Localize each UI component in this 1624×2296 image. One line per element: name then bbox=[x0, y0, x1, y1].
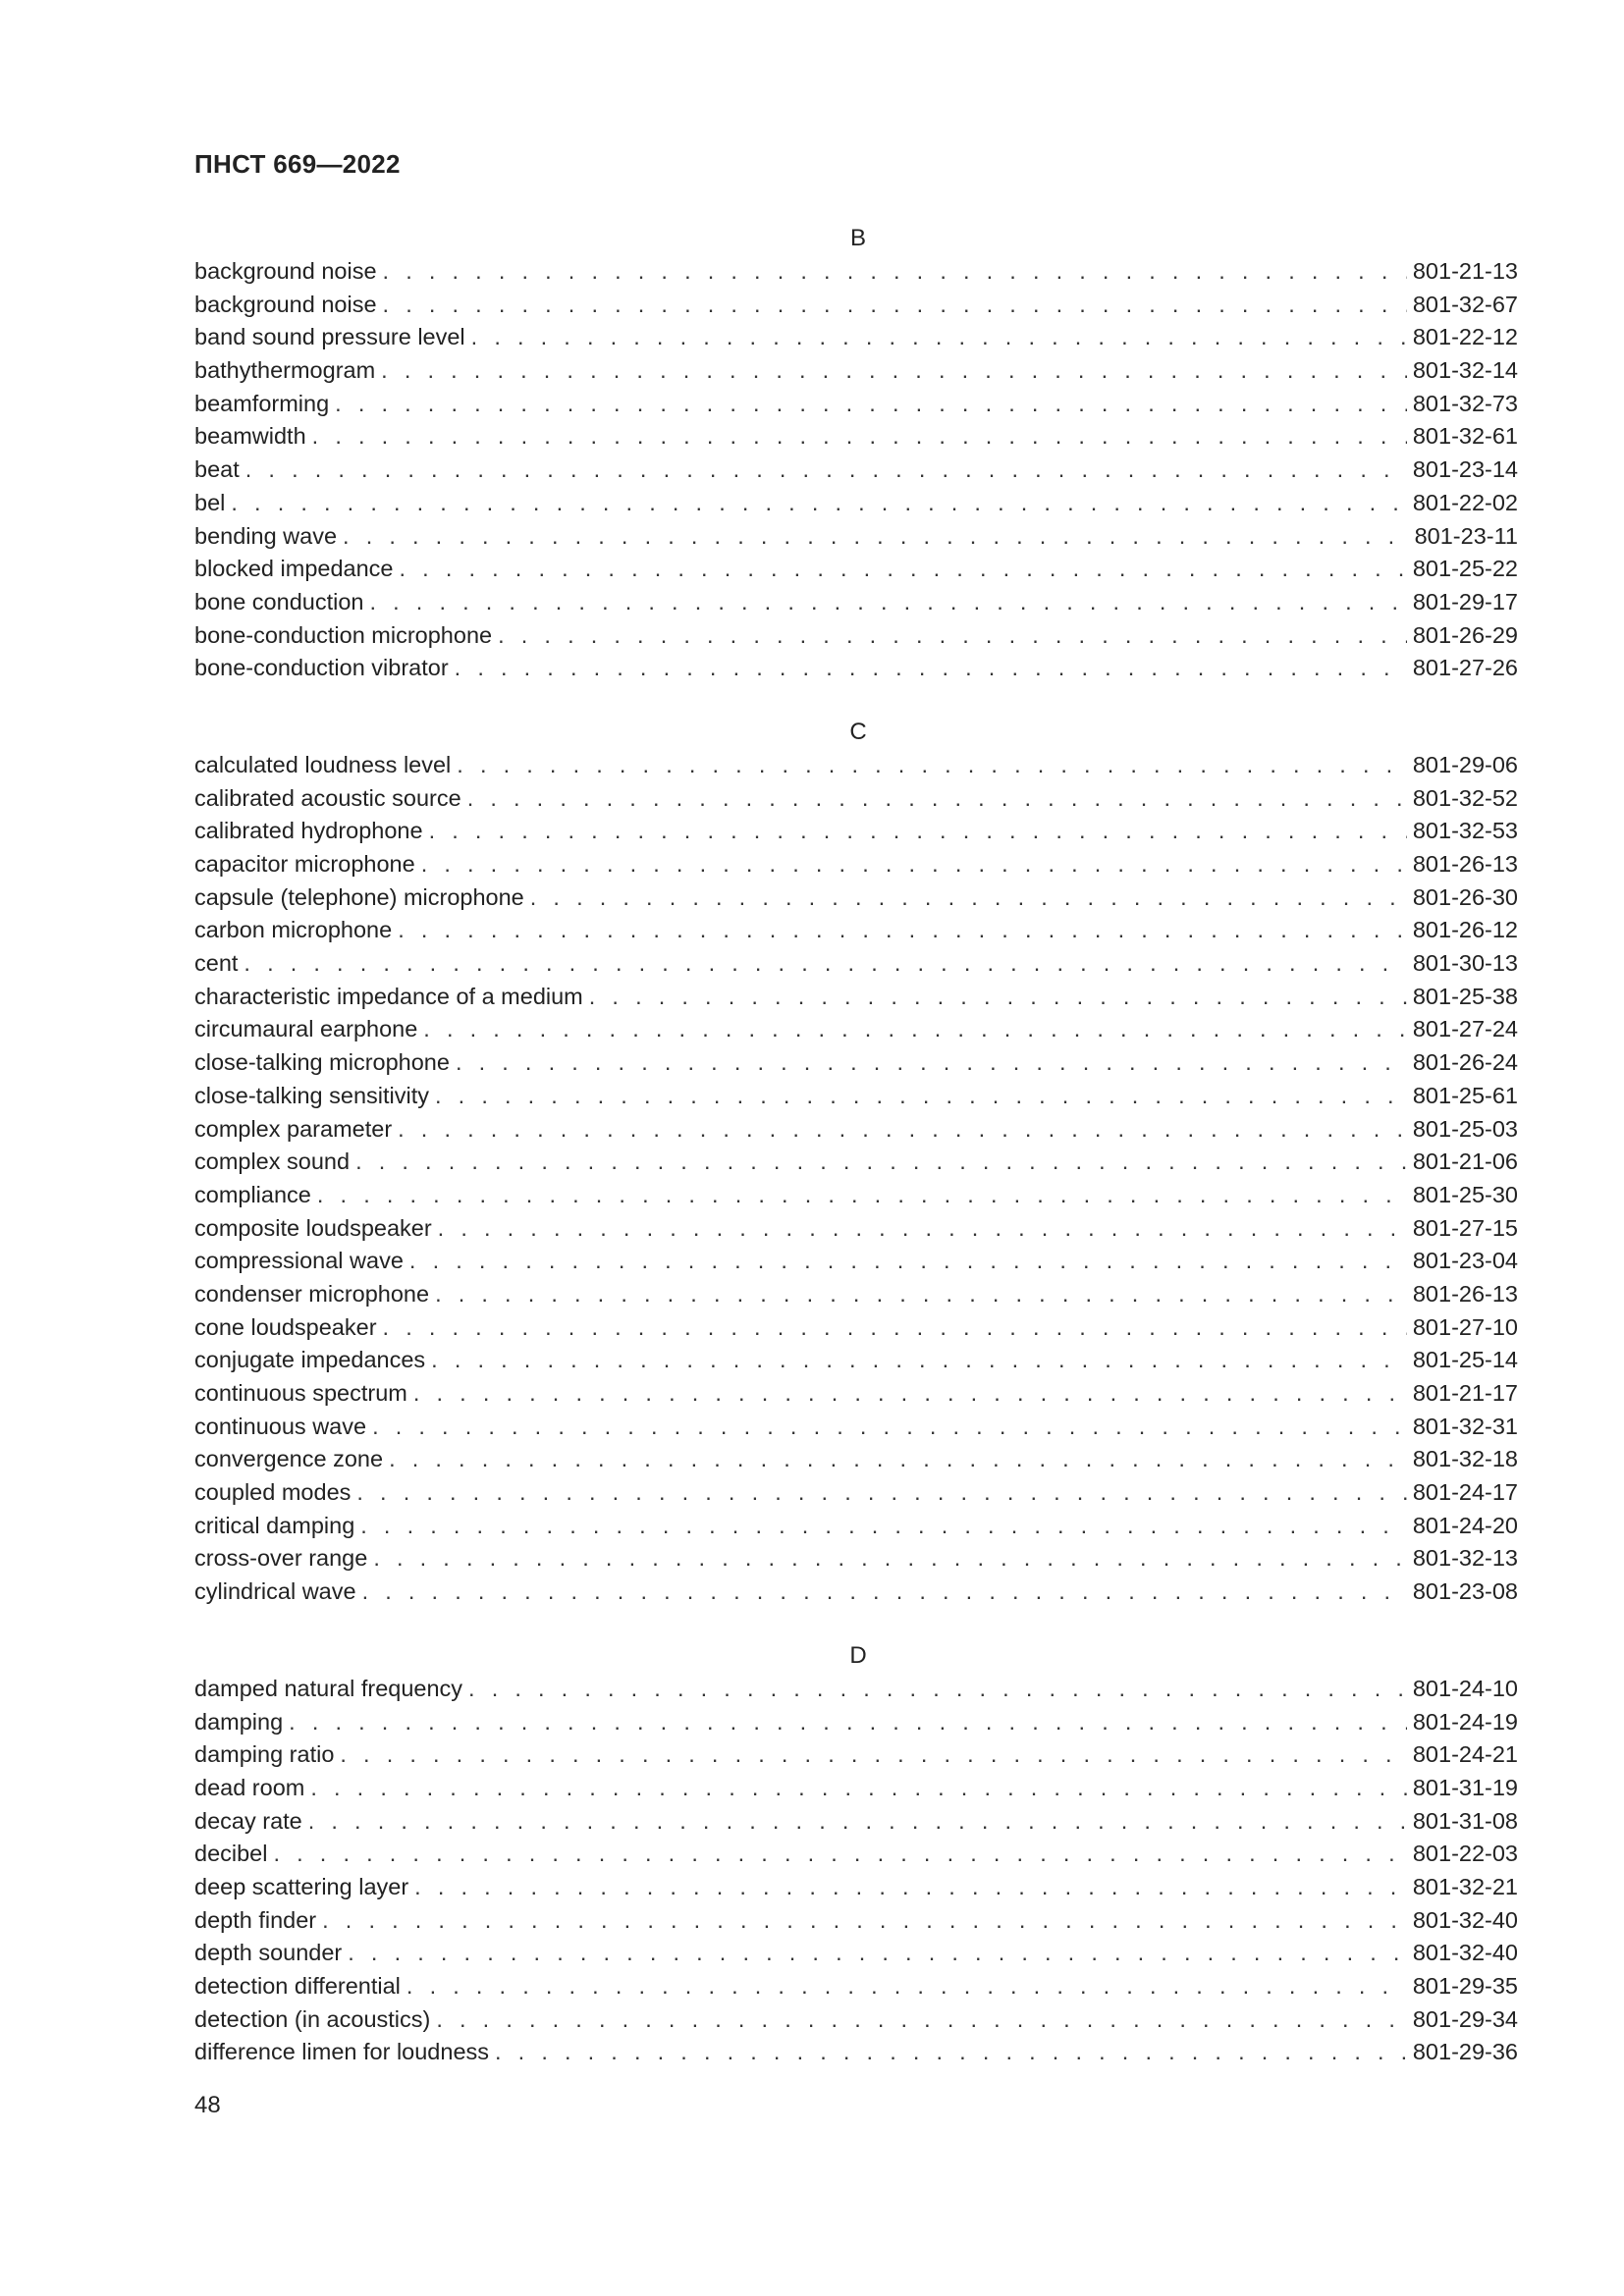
dot-leader bbox=[495, 2036, 1407, 2069]
entry-term: background noise bbox=[194, 258, 377, 284]
section-letter: D bbox=[849, 1641, 867, 1669]
index-entry bbox=[194, 947, 1518, 981]
entry-term: depth sounder bbox=[194, 1940, 343, 1966]
dot-leader bbox=[421, 848, 1407, 881]
dot-leader bbox=[438, 1212, 1407, 1246]
entry-term: circumaural earphone bbox=[194, 1016, 418, 1042]
index-entry bbox=[194, 914, 1518, 947]
entry-term: carbon microphone bbox=[194, 917, 393, 943]
dot-leader bbox=[356, 1476, 1406, 1510]
entry-term: complex sound bbox=[194, 1148, 351, 1175]
entry-code: 801-31-08 bbox=[1412, 1807, 1518, 1834]
entry-code: 801-32-18 bbox=[1412, 1446, 1518, 1472]
entry-code: 801-31-19 bbox=[1412, 1774, 1518, 1800]
index-entry bbox=[194, 1970, 1518, 2003]
dot-leader bbox=[312, 420, 1407, 454]
dot-leader bbox=[310, 1772, 1407, 1805]
index-entry bbox=[194, 1904, 1518, 1938]
entry-code: 801-25-03 bbox=[1412, 1115, 1518, 1142]
index-entry bbox=[194, 1673, 1518, 1706]
entry-code: 801-23-14 bbox=[1412, 456, 1518, 483]
dot-leader bbox=[273, 1838, 1406, 1871]
index-entry bbox=[194, 1805, 1518, 1839]
entry-term: depth finder bbox=[194, 1906, 317, 1933]
dot-leader bbox=[530, 881, 1407, 915]
index-entry bbox=[194, 2036, 1518, 2069]
entry-term: bone-conduction vibrator bbox=[194, 655, 449, 681]
entry-term: bone-conduction microphone bbox=[194, 621, 493, 648]
entry-term: continuous spectrum bbox=[194, 1380, 407, 1406]
entry-code: 801-27-15 bbox=[1412, 1214, 1518, 1241]
entry-term: capsule (telephone) microphone bbox=[194, 883, 524, 910]
page-number: 48 bbox=[194, 2092, 221, 2118]
index-entry bbox=[194, 848, 1518, 881]
entry-code: 801-29-17 bbox=[1412, 588, 1518, 614]
entry-code: 801-27-24 bbox=[1412, 1016, 1518, 1042]
entry-code: 801-21-06 bbox=[1412, 1148, 1518, 1175]
entry-code: 801-25-61 bbox=[1412, 1082, 1518, 1108]
index-entry bbox=[194, 981, 1518, 1014]
entry-code: 801-32-67 bbox=[1412, 291, 1518, 317]
index-entry bbox=[194, 881, 1518, 915]
index-entry bbox=[194, 1311, 1518, 1345]
dot-leader bbox=[589, 981, 1407, 1014]
entry-code: 801-29-35 bbox=[1412, 1973, 1518, 1999]
entry-code: 801-25-22 bbox=[1412, 556, 1518, 582]
index-entry bbox=[194, 619, 1518, 653]
entry-code: 801-27-26 bbox=[1412, 655, 1518, 681]
entry-term: cone loudspeaker bbox=[194, 1313, 377, 1340]
dot-leader bbox=[398, 1113, 1407, 1147]
index-entry bbox=[194, 321, 1518, 354]
entry-term: background noise bbox=[194, 291, 377, 317]
entry-term: conjugate impedances bbox=[194, 1347, 426, 1373]
entry-code: 801-21-17 bbox=[1412, 1380, 1518, 1406]
entry-code: 801-32-21 bbox=[1412, 1873, 1518, 1899]
index-entry bbox=[194, 1871, 1518, 1904]
dot-leader bbox=[245, 454, 1407, 487]
index-entry bbox=[194, 289, 1518, 322]
entry-term: detection differential bbox=[194, 1973, 401, 1999]
entry-term: deep scattering layer bbox=[194, 1873, 409, 1899]
entry-term: damped natural frequency bbox=[194, 1675, 463, 1701]
entry-term: coupled modes bbox=[194, 1479, 352, 1506]
index-entry bbox=[194, 815, 1518, 848]
dot-leader bbox=[413, 1377, 1407, 1411]
index-entry bbox=[194, 1212, 1518, 1246]
dot-leader bbox=[322, 1904, 1407, 1938]
entry-term: characteristic impedance of a medium bbox=[194, 983, 583, 1009]
entry-code: 801-24-10 bbox=[1412, 1675, 1518, 1701]
dot-leader bbox=[423, 1013, 1407, 1046]
entry-term: decay rate bbox=[194, 1807, 302, 1834]
entry-code: 801-32-14 bbox=[1412, 357, 1518, 384]
entry-term: decibel bbox=[194, 1841, 268, 1867]
index-entry bbox=[194, 454, 1518, 487]
index-entry bbox=[194, 749, 1518, 782]
index-entry bbox=[194, 1706, 1518, 1739]
dot-leader bbox=[414, 1871, 1407, 1904]
index-entry bbox=[194, 1411, 1518, 1444]
entry-term: damping ratio bbox=[194, 1741, 335, 1768]
entry-code: 801-25-14 bbox=[1412, 1347, 1518, 1373]
dot-leader bbox=[373, 1542, 1407, 1575]
dot-leader bbox=[409, 1245, 1407, 1278]
index-entry bbox=[194, 1937, 1518, 1970]
entry-code: 801-24-21 bbox=[1412, 1741, 1518, 1768]
section-letter: B bbox=[849, 225, 866, 251]
entry-code: 801-22-02 bbox=[1412, 489, 1518, 515]
index-entry bbox=[194, 782, 1518, 816]
entry-term: detection (in acoustics) bbox=[194, 2005, 431, 2032]
index-section-b bbox=[194, 222, 1518, 685]
dot-leader bbox=[383, 289, 1407, 322]
entry-code: 801-23-04 bbox=[1412, 1248, 1518, 1274]
entry-code: 801-26-13 bbox=[1412, 1280, 1518, 1307]
entry-term: compressional wave bbox=[194, 1248, 404, 1274]
entry-term: dead room bbox=[194, 1774, 305, 1800]
dot-leader bbox=[372, 1411, 1407, 1444]
index-entry bbox=[194, 1838, 1518, 1871]
entry-term: critical damping bbox=[194, 1512, 355, 1538]
entry-term: cent bbox=[194, 950, 239, 977]
entry-term: compliance bbox=[194, 1181, 311, 1207]
entry-term: complex parameter bbox=[194, 1115, 393, 1142]
entry-code: 801-26-13 bbox=[1412, 851, 1518, 877]
dot-leader bbox=[343, 520, 1409, 554]
entry-code: 801-32-13 bbox=[1412, 1545, 1518, 1572]
entry-term: blocked impedance bbox=[194, 556, 394, 582]
entry-term: beamforming bbox=[194, 390, 330, 416]
index-entry bbox=[194, 1245, 1518, 1278]
entry-code: 801-32-52 bbox=[1412, 784, 1518, 811]
index-entry bbox=[194, 586, 1518, 619]
entry-term: close-talking microphone bbox=[194, 1049, 450, 1076]
entry-term: continuous wave bbox=[194, 1413, 367, 1439]
entry-code: 801-23-08 bbox=[1412, 1578, 1518, 1605]
entry-code: 801-32-61 bbox=[1412, 423, 1518, 450]
entry-code: 801-26-30 bbox=[1412, 883, 1518, 910]
entry-term: cross-over range bbox=[194, 1545, 368, 1572]
dot-leader bbox=[468, 1673, 1407, 1706]
entry-code: 801-24-17 bbox=[1412, 1479, 1518, 1506]
index-entry bbox=[194, 1476, 1518, 1510]
entry-code: 801-24-19 bbox=[1412, 1708, 1518, 1735]
entry-code: 801-25-30 bbox=[1412, 1181, 1518, 1207]
entry-term: bone conduction bbox=[194, 588, 364, 614]
index-entry bbox=[194, 1013, 1518, 1046]
index-entry bbox=[194, 1443, 1518, 1476]
dot-leader bbox=[467, 782, 1407, 816]
entry-term: composite loudspeaker bbox=[194, 1214, 432, 1241]
dot-leader bbox=[435, 1278, 1407, 1311]
index-entry bbox=[194, 553, 1518, 586]
dot-leader bbox=[231, 487, 1406, 520]
entry-term: capacitor microphone bbox=[194, 851, 415, 877]
dot-leader bbox=[369, 586, 1406, 619]
dot-leader bbox=[457, 749, 1407, 782]
dot-leader bbox=[431, 1344, 1407, 1377]
index-entry bbox=[194, 1146, 1518, 1179]
dot-leader bbox=[456, 1046, 1407, 1080]
entry-code: 801-32-73 bbox=[1412, 390, 1518, 416]
index-entry bbox=[194, 420, 1518, 454]
entry-code: 801-32-31 bbox=[1412, 1413, 1518, 1439]
entry-code: 801-24-20 bbox=[1412, 1512, 1518, 1538]
dot-leader bbox=[360, 1510, 1407, 1543]
entry-term: beat bbox=[194, 456, 240, 483]
entry-code: 801-29-34 bbox=[1412, 2005, 1518, 2032]
entry-code: 801-21-13 bbox=[1412, 258, 1518, 284]
index-entry bbox=[194, 1772, 1518, 1805]
dot-leader bbox=[406, 1970, 1407, 2003]
index-entry bbox=[194, 1575, 1518, 1609]
index-entry bbox=[194, 520, 1518, 554]
entry-term: bending wave bbox=[194, 522, 338, 549]
index-entry bbox=[194, 1510, 1518, 1543]
index-section-c bbox=[194, 716, 1518, 1609]
dot-leader bbox=[348, 1937, 1407, 1970]
index-entry bbox=[194, 2003, 1518, 2037]
entry-term: convergence zone bbox=[194, 1446, 384, 1472]
entry-code: 801-25-38 bbox=[1412, 983, 1518, 1009]
entry-code: 801-23-11 bbox=[1414, 522, 1518, 549]
entry-term: band sound pressure level bbox=[194, 324, 465, 350]
entry-term: bel bbox=[194, 489, 226, 515]
index-entry bbox=[194, 1377, 1518, 1411]
entry-code: 801-29-06 bbox=[1412, 751, 1518, 777]
dot-leader bbox=[383, 1311, 1407, 1345]
dot-leader bbox=[381, 354, 1407, 388]
index-entry bbox=[194, 388, 1518, 421]
dot-leader bbox=[308, 1805, 1407, 1839]
index-entry bbox=[194, 1113, 1518, 1147]
entry-code: 801-32-40 bbox=[1412, 1906, 1518, 1933]
dot-leader bbox=[436, 2003, 1407, 2037]
entry-term: damping bbox=[194, 1708, 284, 1735]
dot-leader bbox=[383, 255, 1407, 289]
index-section-d bbox=[194, 1639, 1518, 2069]
dot-leader bbox=[340, 1738, 1406, 1772]
entry-term: cylindrical wave bbox=[194, 1578, 356, 1605]
entry-term: beamwidth bbox=[194, 423, 306, 450]
dot-leader bbox=[355, 1146, 1407, 1179]
entry-code: 801-26-29 bbox=[1412, 621, 1518, 648]
dot-leader bbox=[244, 947, 1406, 981]
dot-leader bbox=[398, 914, 1407, 947]
dot-leader bbox=[471, 321, 1407, 354]
dot-leader bbox=[362, 1575, 1407, 1609]
entry-code: 801-26-12 bbox=[1412, 917, 1518, 943]
entry-code: 801-22-12 bbox=[1412, 324, 1518, 350]
dot-leader bbox=[429, 815, 1407, 848]
entry-term: calculated loudness level bbox=[194, 751, 452, 777]
entry-term: close-talking sensitivity bbox=[194, 1082, 430, 1108]
entry-term: difference limen for loudness bbox=[194, 2039, 490, 2065]
index-entry bbox=[194, 255, 1518, 289]
document-header: ПНСТ 669—2022 bbox=[194, 149, 401, 179]
entry-code: 801-26-24 bbox=[1412, 1049, 1518, 1076]
index-entry bbox=[194, 1179, 1518, 1212]
term-index bbox=[194, 222, 1518, 2100]
entry-term: condenser microphone bbox=[194, 1280, 430, 1307]
entry-code: 801-29-36 bbox=[1412, 2039, 1518, 2065]
index-entry bbox=[194, 1278, 1518, 1311]
dot-leader bbox=[389, 1443, 1407, 1476]
dot-leader bbox=[498, 619, 1407, 653]
dot-leader bbox=[455, 652, 1407, 685]
entry-term: calibrated acoustic source bbox=[194, 784, 461, 811]
index-entry bbox=[194, 1738, 1518, 1772]
index-entry bbox=[194, 1542, 1518, 1575]
entry-code: 801-30-13 bbox=[1412, 950, 1518, 977]
section-letter: C bbox=[849, 718, 867, 745]
index-entry bbox=[194, 354, 1518, 388]
entry-term: bathythermogram bbox=[194, 357, 376, 384]
entry-code: 801-32-53 bbox=[1412, 818, 1518, 844]
dot-leader bbox=[335, 388, 1407, 421]
dot-leader bbox=[289, 1706, 1407, 1739]
dot-leader bbox=[317, 1179, 1407, 1212]
entry-code: 801-32-40 bbox=[1412, 1940, 1518, 1966]
index-entry bbox=[194, 652, 1518, 685]
entry-term: calibrated hydrophone bbox=[194, 818, 423, 844]
dot-leader bbox=[400, 553, 1407, 586]
index-entry bbox=[194, 1046, 1518, 1080]
index-entry bbox=[194, 1080, 1518, 1113]
index-entry bbox=[194, 487, 1518, 520]
entry-code: 801-22-03 bbox=[1412, 1841, 1518, 1867]
index-entry bbox=[194, 1344, 1518, 1377]
entry-code: 801-27-10 bbox=[1412, 1313, 1518, 1340]
dot-leader bbox=[435, 1080, 1407, 1113]
